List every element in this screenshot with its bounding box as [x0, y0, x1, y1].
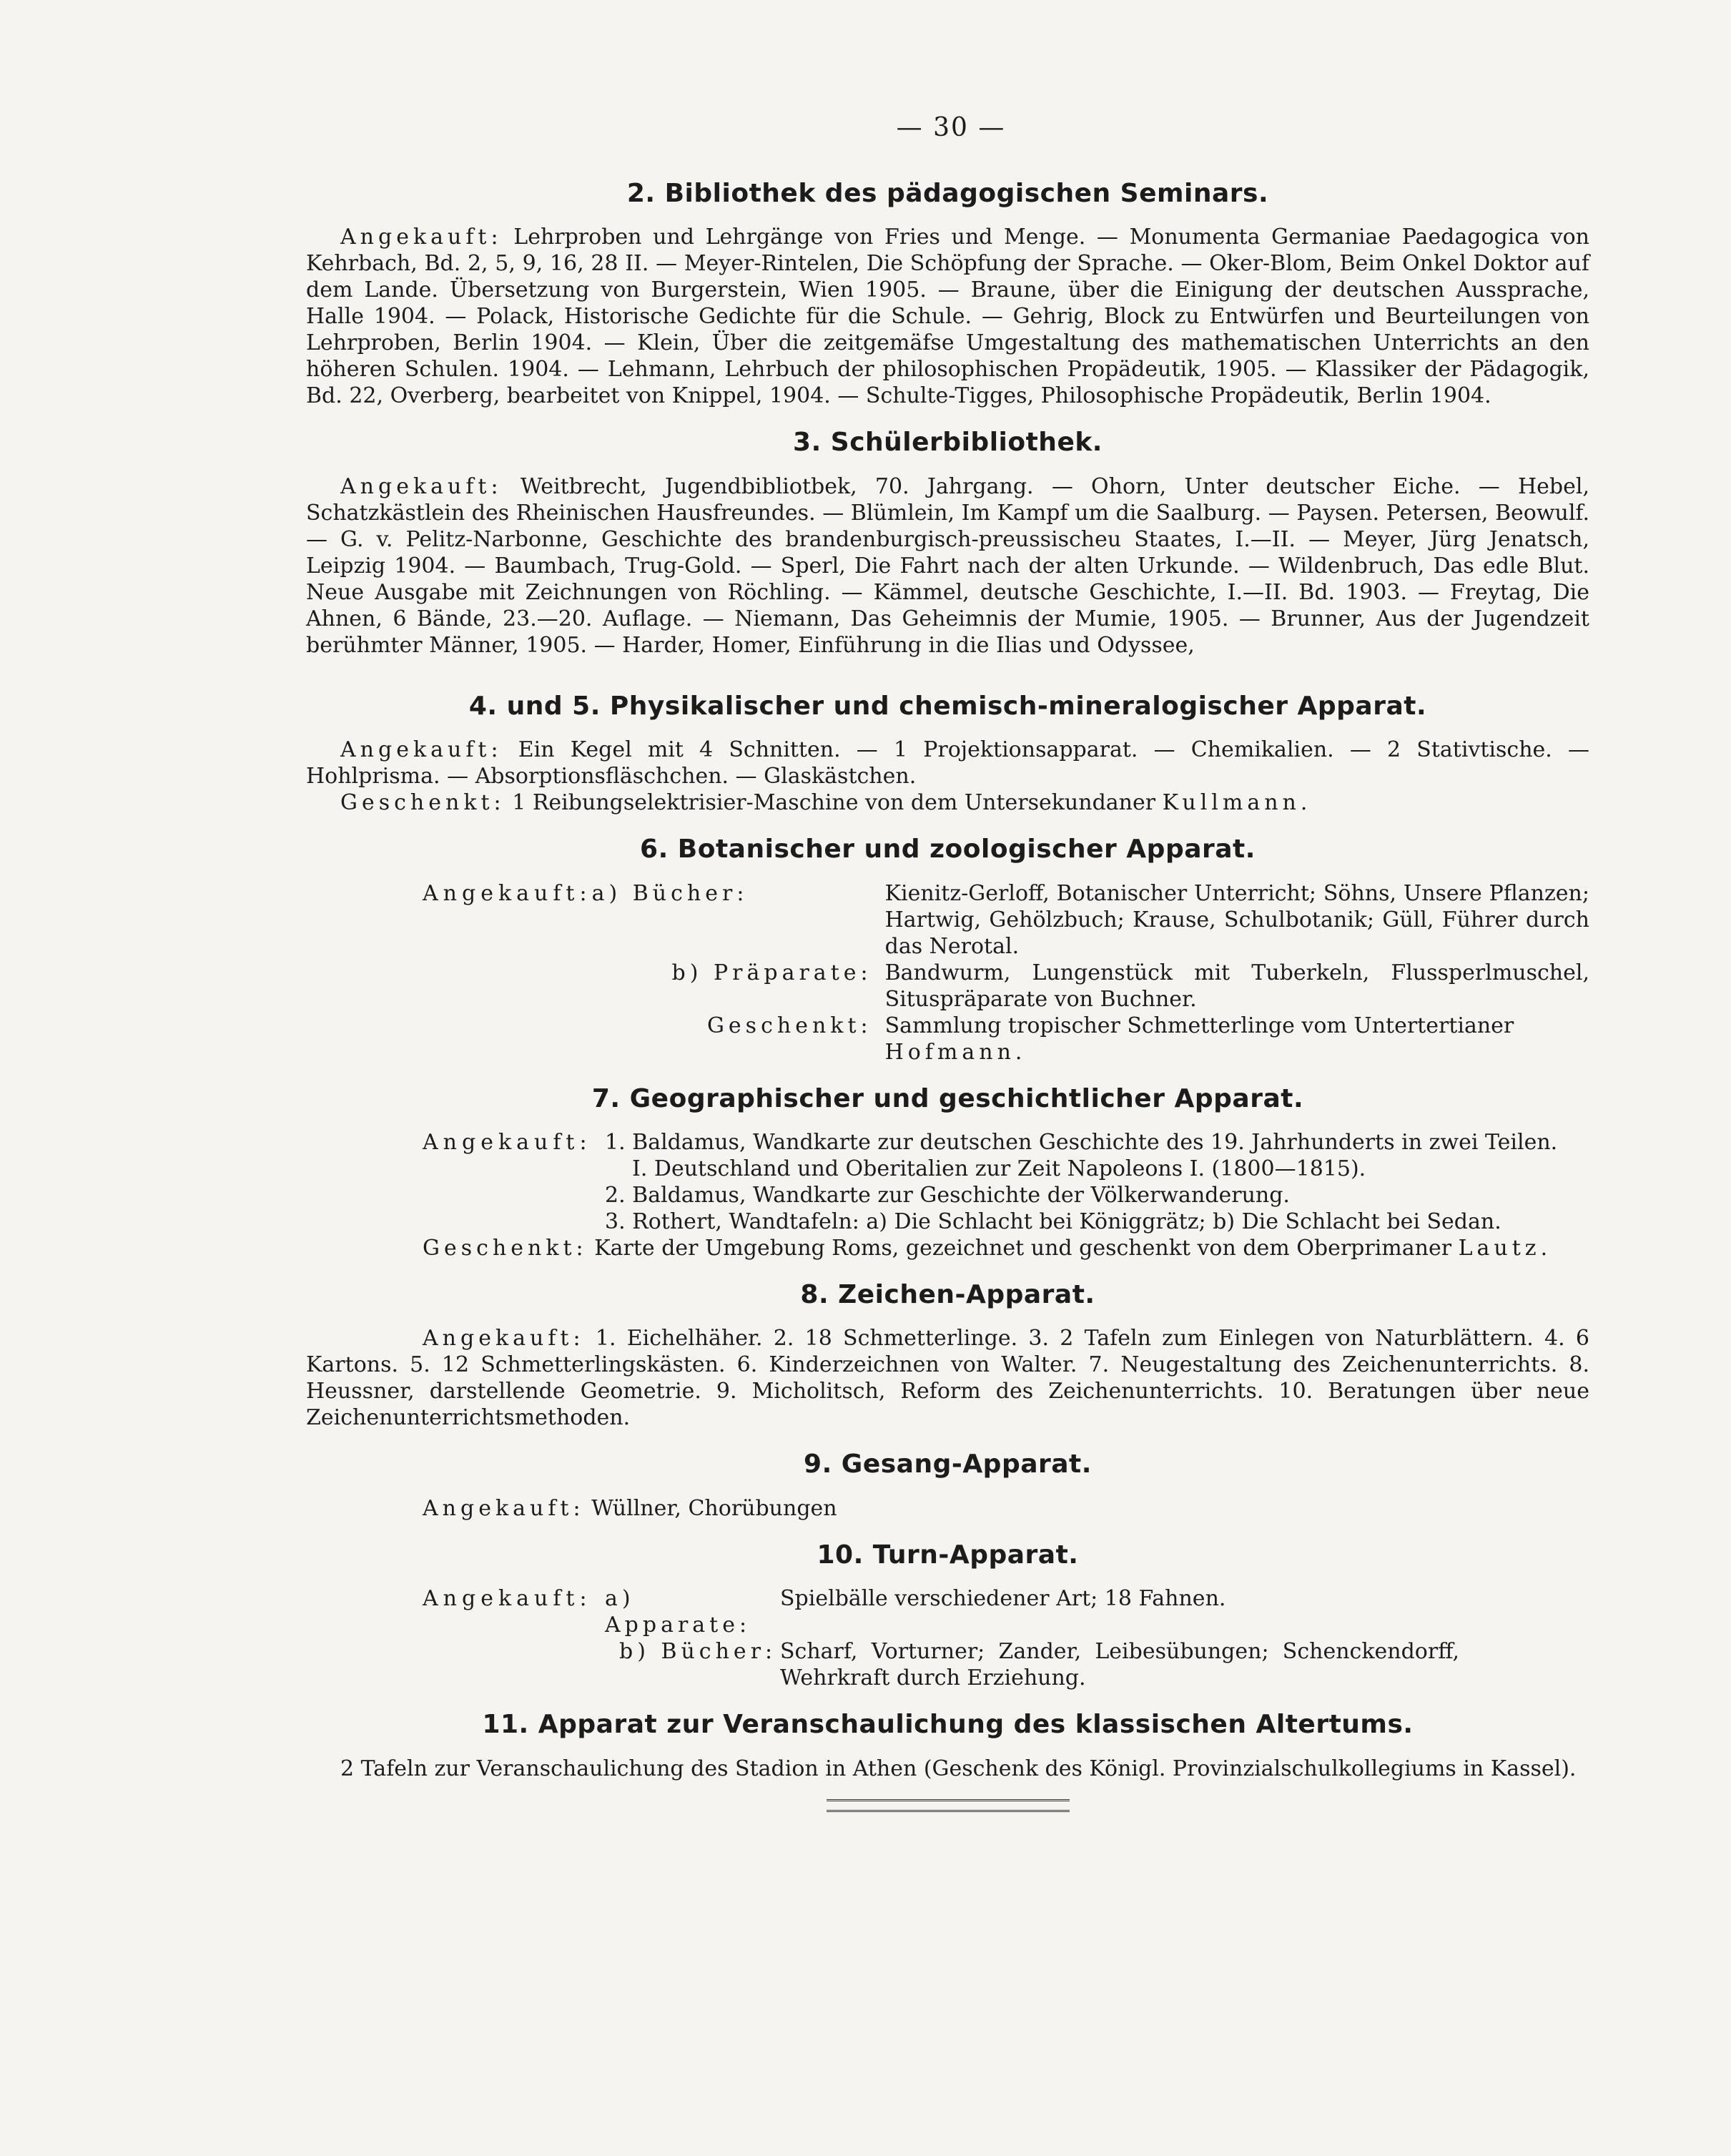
- page-content: [306, 179, 1589, 1831]
- page-number: — 30 —: [896, 113, 1006, 142]
- item-1-detail: I. Deutschland und Oberitalien zur Zeit Napoleons I. (1800—1815).: [632, 1156, 1366, 1181]
- item-2: 2. Baldamus, Wandkarte zur Geschichte der Völkerwanderung.: [605, 1182, 1290, 1208]
- section-student-library: [306, 428, 1589, 658]
- section-body: [306, 224, 1589, 409]
- acquired-label: Angekauft:: [340, 473, 503, 499]
- acquired-label: Angekauft:: [423, 1586, 592, 1612]
- donated-label: Geschenkt:: [706, 1013, 872, 1038]
- donated-line: [306, 1235, 1589, 1261]
- section-title: 4. und 5. Physikalischer und chemisch-mineralogischer Apparat.: [468, 691, 1427, 721]
- section-singing: [306, 1449, 1589, 1521]
- books-label: a) Bücher:: [591, 880, 749, 906]
- books-text: Kienitz-Gerloff, Botanischer Unterricht; Söhns, Unsere Pflanzen; Hartwig, Gehölzbuch; Krause, Schulbotanik; Güll, Führer durch das Nerotal.: [884, 880, 1589, 959]
- acquired-text: Weitbrecht, Jugendbibliotbek, 70. Jahrgang. — Ohorn, Unter deutscher Eiche. — Hebel, Schatzkästlein des Rheinischen Hausfreundes. — Blümlein, Im Kampf um die Saalburg. — Paysen. Petersen, Beowulf. — G. v. Pelitz-Narbonne, Geschichte des brandenburgisch-preussischeu Staates, I.—II. — Meyer, Jürg Jenatsch, Leipzig 1904. — Baumbach, Trug-Gold. — Sperl, Die Fahrt nach der alten Urkunde. — Wildenbruch, Das edle Blut. Neue Ausgabe mit Zeichnungen von Röchling. — Kämmel, deutsche Geschichte, I.—II. Bd. 1903. — Freytag, Die Ahnen, 6 Bände, 23.—20. Auflage. — Niemann, Das Geheimnis der Mumie, 1905. — Brunner, Aus der Jugendzeit berühmter Männer, 1905. — Harder, Homer, Einführung in die Ilias und Odyssee,: [306, 473, 1589, 658]
- apparatus-label: a) Apparate:: [605, 1586, 751, 1638]
- section-body: [306, 473, 1589, 659]
- acquired-text: Lehrproben und Lehrgänge von Fries und Menge. — Monumenta Germaniae Paedagogica von Kehrbach, Bd. 2, 5, 9, 16, 28 II. — Meyer-Rintelen, Die Schöpfung der Sprache. — Oker-Blom, Beim Onkel Doktor auf dem Lande. Übersetzung von Burgerstein, Wien 1905. — Braune, über die Einigung der deutschen Aussprache, Halle 1904. — Polack, Historische Gedichte für die Schule. — Gehrig, Block zu Entwürfen und Beurteilungen von Lehrproben, Berlin 1904. — Klein, Über die zeitgemäfse Umgestaltung des mathematischen Unterrichts an den höheren Schulen. 1904. — Lehmann, Lehrbuch der philosophischen Propädeutik, 1905. — Klassiker der Pädagogik, Bd. 22, Overberg, bearbeitet von Knippel, 1904. — Schulte-Tigges, Philosophische Propädeutik, Berlin 1904.: [306, 225, 1589, 409]
- section-title: 11. Apparat zur Veranschaulichung des klassischen Altertums.: [482, 1710, 1414, 1740]
- books-text: Scharf, Vorturner; Zander, Leibesübungen; Schenckendorff, Wehrkraft durch Erziehung.: [780, 1639, 1459, 1691]
- donated-text: 1 Reibungselektrisier-Maschine von dem Untersekundaner: [512, 790, 1156, 816]
- acquisition-table: [423, 1585, 1459, 1691]
- acquired-paragraph: [306, 737, 1589, 789]
- acquired-label: Angekauft:: [423, 880, 592, 906]
- section-classical-antiquity: [306, 1710, 1589, 1811]
- acquisition-table: [423, 1129, 1557, 1235]
- acquired-text: 1. Eichelhäher. 2. 18 Schmetterlinge. 3. 2 Tafeln zum Einlegen von Naturblättern. 4. 6 Kartons. 5. 12 Schmetterlingskästen. 6. Kinderzeichnen von Walter. 7. Neugestaltung des Zeichenunterrichts. 8. Heussner, darstellende Geometrie. 9. Micholitsch, Reform des Zeichenunterrichts. 10. Beratungen über neue Zeichenunterrichtsmethoden.: [306, 1326, 1590, 1431]
- section-title: 2. Bibliothek des pädagogischen Seminars.: [626, 179, 1269, 208]
- section-title: 3. Schülerbibliothek.: [793, 428, 1103, 458]
- acquisition-table: [423, 880, 1589, 1065]
- section-title: 10. Turn-Apparat.: [817, 1540, 1079, 1570]
- acquired-text: Wüllner, Chorübungen: [591, 1495, 837, 1521]
- apparatus-text: Spielbälle verschiedener Art; 18 Fahnen.: [780, 1586, 1226, 1612]
- section-body: [306, 1325, 1589, 1431]
- donated-text: Sammlung tropischer Schmetterlinge vom Untertertianer: [884, 1013, 1514, 1038]
- acquired-label: Angekauft:: [423, 1495, 585, 1521]
- section-physics-chemistry: [306, 691, 1589, 816]
- acquired-text: Ein Kegel mit 4 Schnitten. — 1 Projektionsapparat. — Chemikalien. — 2 Stativtische. — Hohlprisma. — Absorptionsfläschchen. — Glaskästchen.: [306, 737, 1589, 789]
- preparations-label: b) Präparate:: [671, 960, 872, 985]
- section-seminar-library: [306, 179, 1589, 409]
- section-botany-zoology: [306, 835, 1589, 1065]
- section-gymnastics: [306, 1540, 1589, 1691]
- section-body: 2 Tafeln zur Veranschaulichung des Stadion in Athen (Geschenk des Königl. Provinzialschulkollegiums in Kassel).: [340, 1756, 1577, 1781]
- item-1: 1. Baldamus, Wandkarte zur deutschen Geschichte des 19. Jahrhunderts in zwei Teilen.: [605, 1129, 1558, 1155]
- acquired-label: Angekauft:: [423, 1129, 592, 1155]
- acquired-label: Angekauft:: [423, 1326, 585, 1352]
- item-3: 3. Rothert, Wandtafeln: a) Die Schlacht bei Königgrätz; b) Die Schlacht bei Sedan.: [605, 1209, 1501, 1234]
- donated-cell: [885, 1013, 1589, 1065]
- section-title: 7. Geographischer und geschichtlicher Apparat.: [591, 1083, 1304, 1113]
- books-label: b) Bücher:: [619, 1639, 777, 1665]
- donor-name: Hofmann.: [884, 1039, 1027, 1065]
- preparations-text: Bandwurm, Lungenstück mit Tuberkeln, Flussperlmuschel, Situspräparate von Buchner.: [884, 960, 1589, 1012]
- section-title: 9. Gesang-Apparat.: [804, 1449, 1092, 1480]
- donated-paragraph: [306, 789, 1589, 816]
- section-title: 6. Botanischer und zoologischer Apparat.: [640, 835, 1256, 865]
- section-title: 8. Zeichen-Apparat.: [800, 1279, 1095, 1309]
- section-body: [306, 1495, 1589, 1522]
- donated-text: Karte der Umgebung Roms, gezeichnet und geschenkt von dem Oberprimaner: [594, 1235, 1452, 1261]
- acquired-label: Angekauft:: [340, 225, 503, 250]
- section-geography-history: [306, 1084, 1589, 1261]
- donated-label: Geschenkt:: [340, 790, 506, 816]
- donor-name: Kullmann.: [1162, 790, 1312, 816]
- closing-rule: [827, 1799, 1070, 1812]
- donated-label: Geschenkt:: [423, 1235, 588, 1261]
- section-drawing: [306, 1280, 1589, 1431]
- donor-name: Lautz.: [1458, 1235, 1552, 1261]
- acquired-label: Angekauft:: [340, 737, 503, 763]
